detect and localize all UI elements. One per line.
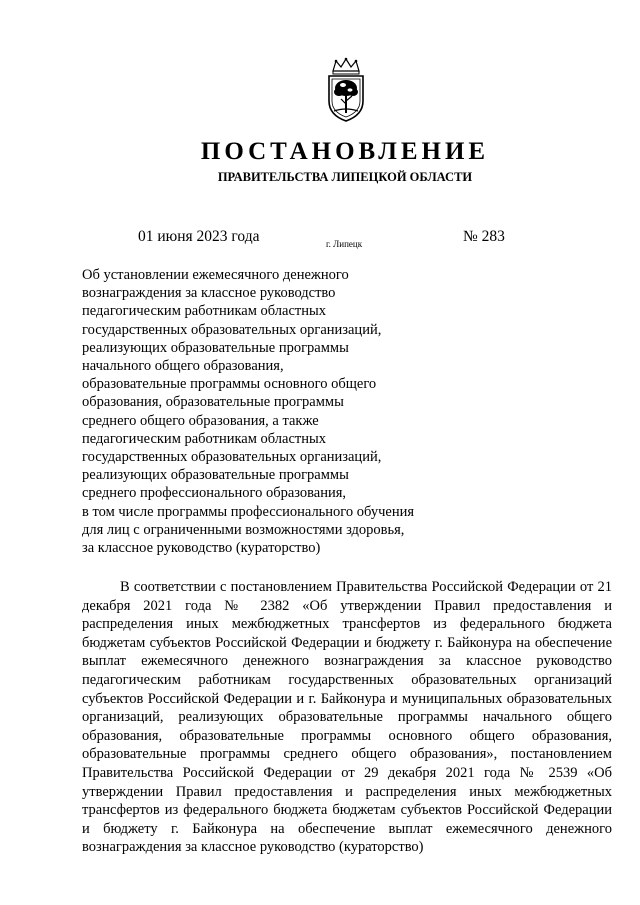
document-date: 01 июня 2023 года	[138, 228, 260, 245]
subject-line: реализующих образовательные программы	[82, 339, 349, 356]
document-subtitle: ПРАВИТЕЛЬСТВА ЛИПЕЦКОЙ ОБЛАСТИ	[217, 170, 473, 184]
document-subject	[82, 266, 462, 557]
subject-line: педагогическим работникам областных	[82, 303, 326, 320]
subject-line: педагогическим работникам областных	[82, 430, 326, 447]
subject-line: Об установлении ежемесячного денежного	[82, 267, 349, 283]
subject-line: среднего общего образования, а также	[82, 412, 319, 429]
body-paragraph: В соответствии с постановлением Правительства Российской Федерации от 21 декабря 2021 года № 2382 «Об утверждении Правил предоставления и распределения иных межбюджетных трансфертов из федерального бюджета бюджетам субъектов Российской Федерации и бюджету г. Байконура на обеспечение выплат ежемесячного денежного вознаграждения за классное руководство педагогическим работникам государственных образовательных организаций субъектов Российской Федерации и г. Байконура и муниципальных образовательных организаций, реализующих образовательные программы начального общего образования, образовательные программы основного общего образования, образовательные программы среднего общего образования», постановлением Правительства Российской Федерации от 29 декабря 2021 года № 2539 «Об утверждении Правил предоставления и распределения иных межбюджетных трансфертов из федерального бюджета бюджетам субъектов Российской Федерации и бюджету г. Байконура на обеспечение выплат ежемесячного денежного вознаграждения за классное руководство (кураторство)	[82, 579, 612, 856]
subject-line: образовательные программы основного общего	[82, 376, 377, 393]
document-number: № 283	[463, 228, 505, 245]
document-city: г. Липецк	[326, 239, 363, 249]
subject-line: за классное руководство (кураторство)	[82, 540, 321, 557]
subject-line: среднего профессионального образования,	[82, 485, 347, 502]
document-title: ПОСТАНОВЛЕНИЕ	[200, 138, 490, 165]
subject-line: начального общего образования,	[82, 358, 284, 375]
subject-line: государственных образовательных организаций,	[82, 449, 382, 466]
subject-line: реализующих образовательные программы	[82, 467, 349, 484]
subject-line: для лиц с ограниченными возможностями здоровья,	[82, 521, 405, 538]
subject-line: в том числе программы профессионального обучения	[82, 503, 415, 520]
subject-line: вознаграждения за классное руководство	[82, 285, 336, 302]
subject-line: государственных образовательных организаций,	[82, 321, 382, 338]
subject-line: образования, образовательные программы	[82, 394, 344, 411]
coat-of-arms-icon	[321, 57, 371, 123]
